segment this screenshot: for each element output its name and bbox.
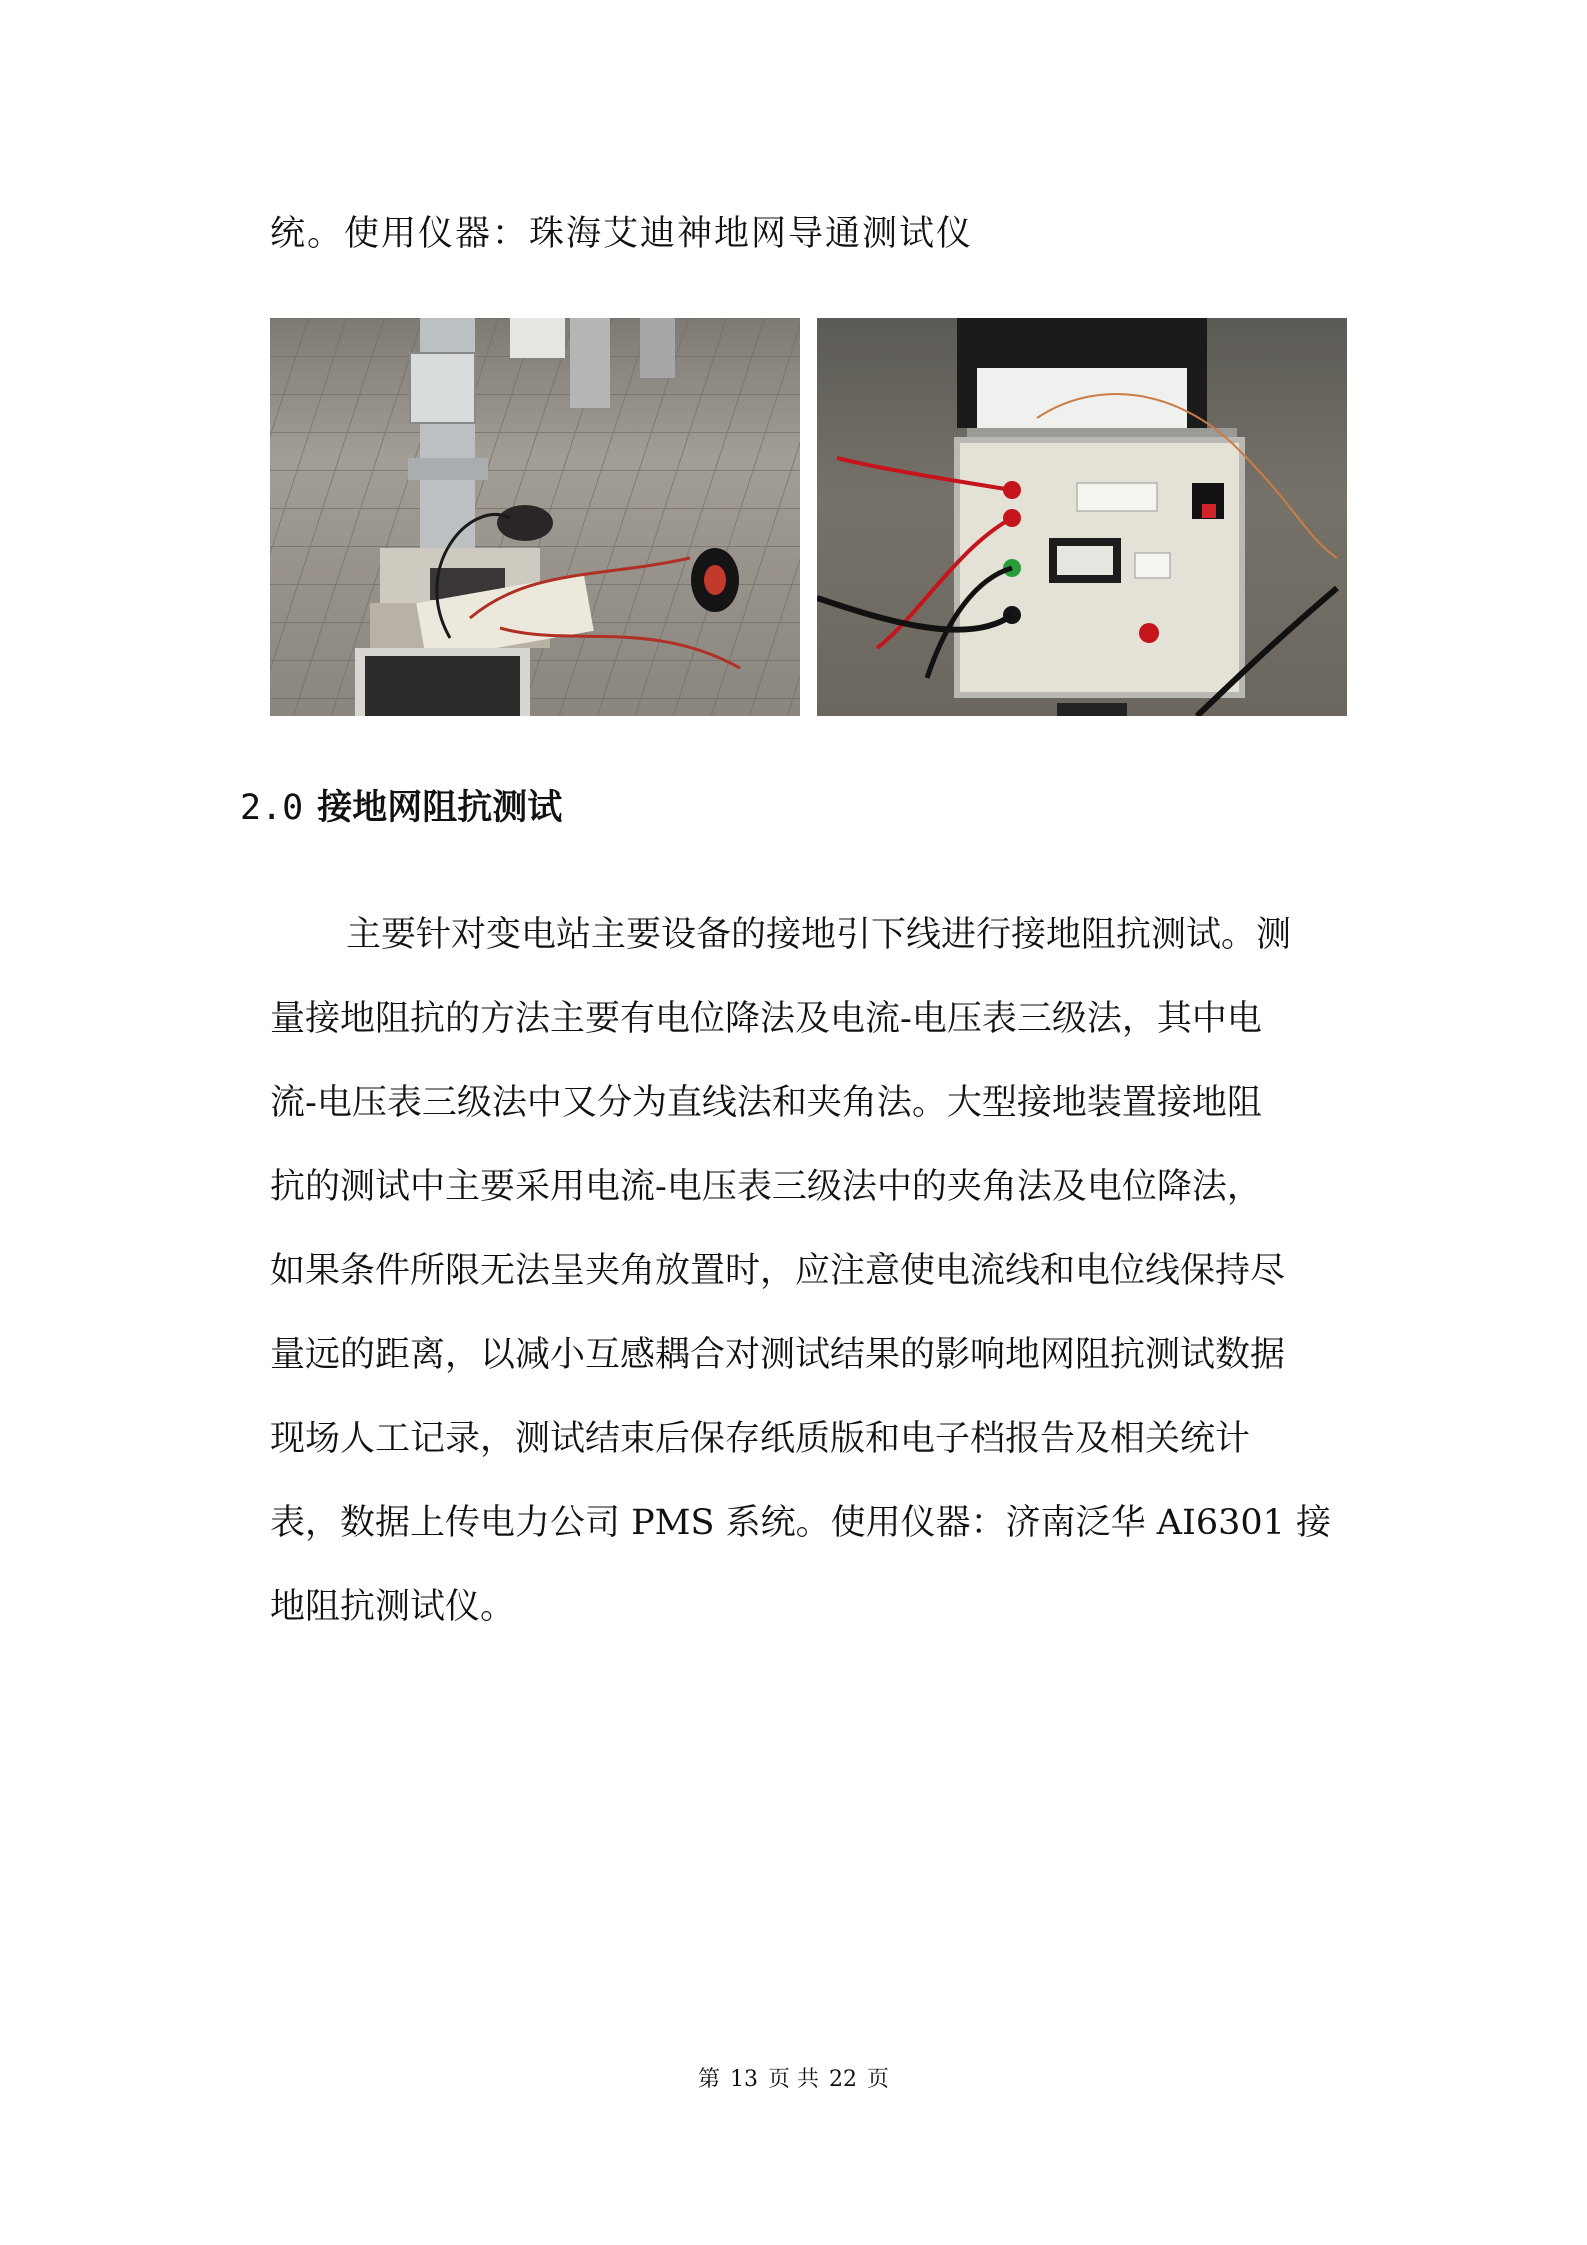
paragraph-line: 量远的距离，以减小互感耦合对测试结果的影响地网阻抗测试数据 [270,1335,1286,1375]
top-text-line: 统。使用仪器：珠海艾迪神地网导通测试仪 [270,214,974,254]
paragraph-line: 抗的测试中主要采用电流-电压表三级法中的夹角法及电位降法， [270,1167,1262,1207]
page-footer [0,2062,1587,2093]
paragraph-line: 如果条件所限无法呈夹角放置时，应注意使电流线和电位线保持尽 [270,1251,1286,1291]
footer-page-number: 13 [730,2067,758,2092]
photo-test-instrument-illustration [817,318,1347,716]
section-number: 2.0 [240,788,304,828]
paragraph-line: 表，数据上传电力公司 PMS 系统。使用仪器：济南泛华 AI6301 接 [270,1503,1332,1543]
photo-field-test-setup-illustration [270,318,800,716]
section-heading [240,780,562,830]
paragraph-line: 地阻抗测试仪。 [270,1587,516,1627]
footer-middle: 页 共 [768,2067,819,2092]
footer-total-pages: 22 [829,2067,857,2092]
paragraph-line: 主要针对变电站主要设备的接地引下线进行接地阻抗测试。测 [346,915,1292,955]
footer-prefix: 第 [697,2067,720,2092]
paragraph-line: 量接地阻抗的方法主要有电位降法及电流-电压表三级法，其中电 [270,999,1262,1039]
photo-row [270,318,1350,718]
photo-field-test-setup [270,318,800,716]
photo-test-instrument [817,318,1347,716]
body-paragraph [270,893,1352,1649]
section-title: 接地网阻抗测试 [317,787,563,828]
paragraph-line: 流-电压表三级法中又分为直线法和夹角法。大型接地装置接地阻 [270,1083,1262,1123]
footer-suffix: 页 [867,2067,890,2092]
paragraph-line: 现场人工记录，测试结束后保存纸质版和电子档报告及相关统计 [270,1419,1251,1459]
